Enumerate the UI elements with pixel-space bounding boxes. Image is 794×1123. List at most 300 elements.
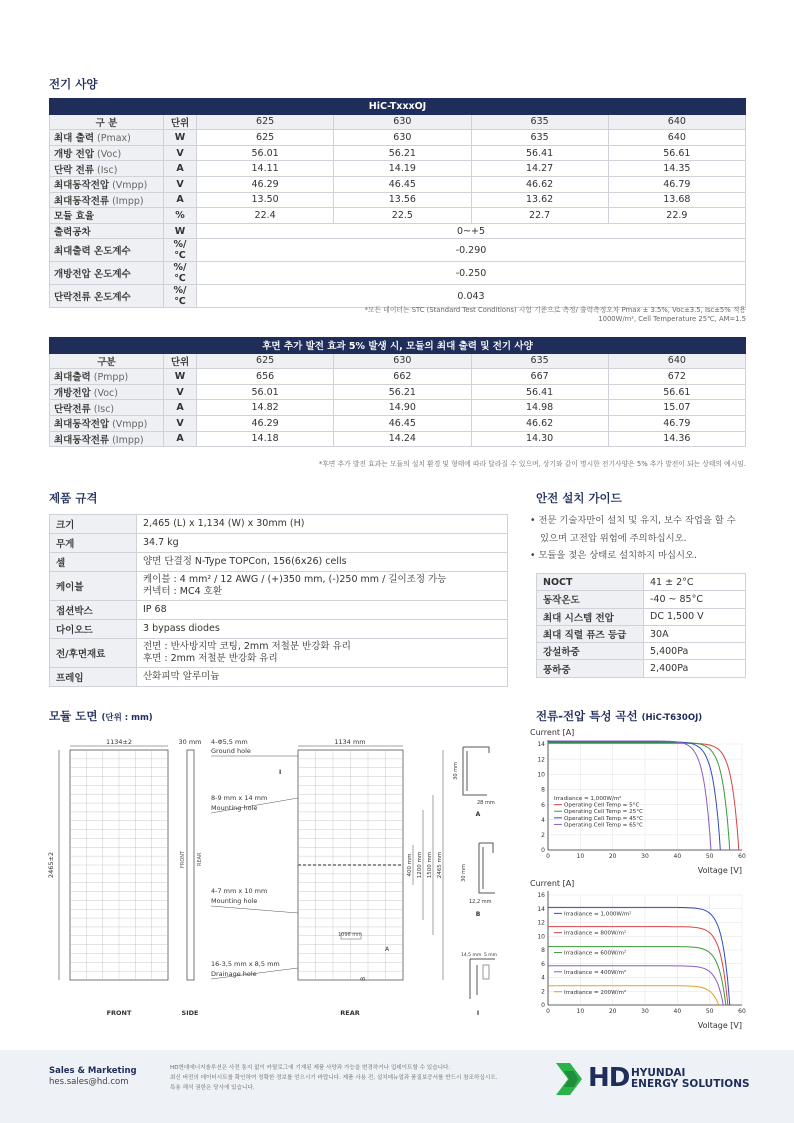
bifacial-cell: 656	[197, 369, 334, 385]
elec-cell: 46.79	[608, 176, 745, 192]
bifacial-power-635: 635	[471, 353, 608, 369]
bifacial-cell: 46.45	[334, 415, 471, 431]
elec-row	[50, 285, 746, 308]
bifacial-header: 후면 추가 발전 효과 5% 발생 시, 모듈의 최대 출력 및 전기 사양	[50, 338, 746, 354]
dim-1500: 1500 mm	[427, 851, 433, 879]
footer-disclaimer-2: 최신 버전의 데이터시트를 확인하여 정확한 정보를 얻으시기 바랍니다. 제품 사용 전, 설치매뉴얼과 품질보증서를 반드시 참조하십시오.	[170, 1074, 498, 1081]
safety-row-label: NOCT	[537, 574, 644, 591]
product-spec-table	[49, 514, 508, 687]
elec-row	[50, 262, 746, 285]
safety-guide-text-1: 전문 기술자만이 설치 및 유지, 보수 작업을 할 수	[538, 515, 736, 526]
bifacial-row-symbol: (Isc)	[90, 403, 115, 415]
elec-cell: 625	[197, 130, 334, 146]
dim-1200: 1200 mm	[417, 851, 423, 879]
legend-entry: Operating Cell Temp = 25°C	[564, 809, 643, 816]
product-row-label: 케이블	[50, 572, 137, 601]
y-tick-label: 4	[541, 974, 545, 982]
detail-i	[461, 952, 497, 1017]
elec-power-640: 640	[608, 114, 745, 130]
mount-hole2-label: Mounting hole	[211, 897, 258, 905]
product-row-label: 크기	[50, 515, 137, 534]
safety-title: 안전 설치 가이드	[536, 491, 622, 505]
elec-note	[200, 306, 746, 324]
y-tick-label: 14	[537, 741, 545, 749]
elec-col-label: 구 분	[50, 114, 164, 130]
elec-row-label	[50, 145, 164, 161]
elec-row	[50, 161, 746, 177]
elec-note-line1: *모든 데이터는 STC (Standard Test Conditions) 시험 기준으로 측정/ 출력측정오차 Pmax ± 3.5%, Voc±3.5, Isc±5% 적용	[364, 306, 746, 314]
elec-cell: 0~+5	[197, 223, 746, 239]
elec-row-unit: A	[164, 192, 197, 208]
elec-row-unit: A	[164, 161, 197, 177]
elec-cell: 14.27	[471, 161, 608, 177]
safety-row-label: 풍하중	[537, 660, 644, 677]
safety-guide	[530, 512, 750, 565]
y-tick-label: 8	[541, 786, 545, 794]
detail-i-dim2: 5 mm	[484, 953, 498, 958]
bifacial-cell: 662	[334, 369, 471, 385]
legend-entry: Operating Cell Temp = 45°C	[564, 815, 643, 822]
bifacial-row-name: 개방전압	[54, 388, 91, 400]
hd-logo-icon	[556, 1063, 586, 1095]
legend-entry: Irradiance = 1,000W/m²	[564, 911, 632, 918]
x-axis-label: Voltage [V]	[697, 866, 742, 875]
bifacial-row-unit: A	[164, 431, 197, 447]
rear-marker-a: A	[385, 946, 390, 953]
product-value-line: 2,465 (L) x 1,134 (W) x 30mm (H)	[143, 518, 305, 530]
bifacial-spec-table	[49, 337, 746, 447]
bifacial-cell: 56.41	[471, 384, 608, 400]
elec-row-label: 최대출력 온도계수	[50, 239, 164, 262]
elec-row-symbol: (Voc)	[94, 149, 122, 161]
elec-cell: 13.62	[471, 192, 608, 208]
safety-row-label: 강설하중	[537, 643, 644, 660]
elec-row-unit: V	[164, 145, 197, 161]
legend-entry: Operating Cell Temp = 5°C	[564, 802, 640, 809]
safety-row	[537, 625, 746, 642]
elec-cell: 22.4	[197, 208, 334, 224]
drainage-size: 16-3,5 mm x 8,5 mm	[211, 960, 280, 968]
elec-cell: 14.35	[608, 161, 745, 177]
elec-row-label	[50, 208, 164, 224]
product-row-value	[137, 619, 508, 638]
bifacial-row-name: 최대동작전류	[54, 434, 110, 446]
bifacial-row	[50, 400, 746, 416]
safety-guide-item-3	[530, 547, 750, 565]
side-caption: SIDE	[181, 1009, 199, 1017]
y-tick-label: 14	[537, 905, 545, 913]
bifacial-cell: 56.01	[197, 384, 334, 400]
iv-title	[536, 708, 702, 724]
side-rear-marker: REAR	[197, 852, 203, 866]
x-tick-label: 20	[608, 853, 617, 860]
rear-view	[279, 738, 443, 1017]
elec-cell: -0.290	[197, 239, 746, 262]
elec-cell: 56.61	[608, 145, 745, 161]
bifacial-row-symbol: (Voc)	[90, 388, 118, 400]
elec-cell: 22.5	[334, 208, 471, 224]
y-tick-label: 8	[541, 947, 545, 955]
x-tick-label: 50	[705, 1008, 714, 1015]
safety-row	[537, 574, 746, 591]
drainage-label: Drainage hole	[211, 970, 257, 978]
elec-row-label: 개방전압 온도계수	[50, 262, 164, 285]
elec-row-unit: W	[164, 130, 197, 146]
elec-row	[50, 208, 746, 224]
detail-b-caption: B	[475, 911, 481, 918]
bifacial-row-label	[50, 431, 164, 447]
elec-row	[50, 176, 746, 192]
bifacial-col-label: 구분	[50, 353, 164, 369]
product-value-line: 전면 : 반사방지막 코팅, 2mm 저철분 반강화 유리	[143, 640, 351, 652]
logo-line1: HYUNDAI	[631, 1067, 686, 1079]
bifacial-cell: 56.61	[608, 384, 745, 400]
elec-cell: 22.9	[608, 208, 745, 224]
safety-row-value: 5,400Pa	[644, 643, 746, 660]
rear-marker-i: I	[279, 769, 282, 776]
elec-cell: 46.45	[334, 176, 471, 192]
safety-row	[537, 591, 746, 608]
elec-row-symbol: (Impp)	[109, 195, 144, 207]
bifacial-row-name: 최대출력	[54, 372, 91, 384]
x-tick-label: 20	[608, 1008, 617, 1015]
bifacial-row-unit: A	[164, 400, 197, 416]
product-row-label: 프레임	[50, 667, 137, 686]
bullet-icon: •	[530, 550, 536, 562]
product-row	[50, 667, 508, 686]
bifacial-cell: 14.24	[334, 431, 471, 447]
bifacial-row	[50, 369, 746, 385]
elec-power-635: 635	[471, 114, 608, 130]
bifacial-cell: 14.30	[471, 431, 608, 447]
elec-row-name: 개방 전압	[54, 149, 95, 161]
y-tick-label: 4	[541, 816, 545, 824]
elec-row	[50, 145, 746, 161]
elec-unit-label: 단위	[164, 114, 197, 130]
bifacial-cell: 14.90	[334, 400, 471, 416]
legend-entry: Irradiance = 600W/m²	[564, 950, 627, 957]
legend-entry: Operating Cell Temp = 65°C	[564, 822, 643, 829]
bifacial-cell: 15.07	[608, 400, 745, 416]
bifacial-row-name: 최대동작전압	[54, 419, 110, 431]
logo-mark-text: HD	[588, 1063, 630, 1093]
elec-spec-table	[49, 98, 746, 308]
safety-row-label: 최대 직렬 퓨즈 등급	[537, 625, 644, 642]
dim-2465: 2465 mm	[437, 851, 443, 879]
elec-row	[50, 239, 746, 262]
elec-row-label	[50, 130, 164, 146]
product-value-line: 후면 : 2mm 저철분 반강화 유리	[143, 652, 278, 664]
elec-row-unit: V	[164, 176, 197, 192]
elec-row-name: 최대동작전류	[54, 195, 110, 207]
x-tick-label: 30	[641, 853, 649, 860]
elec-cell: 13.50	[197, 192, 334, 208]
iv-chart-irradiance	[528, 878, 750, 1030]
elec-power-625: 625	[197, 114, 334, 130]
bifacial-cell: 14.98	[471, 400, 608, 416]
elec-row-label: 단락전류 온도계수	[50, 285, 164, 308]
product-title: 제품 규격	[49, 491, 98, 505]
front-width-label: 1134±2	[105, 738, 133, 746]
detail-b	[461, 843, 495, 918]
y-tick-label: 0	[541, 1002, 545, 1010]
elec-power-630: 630	[334, 114, 471, 130]
elec-note-line2: 1000W/m², Cell Temperature 25℃, AM=1.5	[598, 315, 746, 324]
bifacial-power-640: 640	[608, 353, 745, 369]
front-view	[47, 738, 168, 1017]
product-row	[50, 600, 508, 619]
mount-hole2-size: 4-7 mm x 10 mm	[211, 887, 268, 895]
x-tick-label: 50	[705, 853, 714, 860]
elec-row-name: 모듈 효율	[54, 211, 95, 223]
bifacial-cell: 46.62	[471, 415, 608, 431]
rear-inner-width: 1096 mm	[337, 932, 363, 938]
side-view	[178, 738, 203, 1017]
product-row-value	[137, 515, 508, 534]
elec-row	[50, 130, 746, 146]
bifacial-cell: 56.21	[334, 384, 471, 400]
product-value-line: 케이블 : 4 mm² / 12 AWG / (+)350 mm, (-)250 mm / 길이조정 가능	[143, 574, 447, 585]
safety-spec-table	[536, 573, 746, 678]
y-tick-label: 2	[541, 832, 545, 840]
safety-row-value: DC 1,500 V	[644, 608, 746, 625]
elec-row-unit: %/℃	[164, 262, 197, 285]
product-row-value	[137, 667, 508, 686]
x-tick-label: 40	[673, 1008, 682, 1015]
product-row-label: 다이오드	[50, 619, 137, 638]
bifacial-power-625: 625	[197, 353, 334, 369]
footer-email[interactable]: hes.sales@hd.com	[49, 1077, 129, 1087]
bifacial-row	[50, 415, 746, 431]
elec-cell: 46.29	[197, 176, 334, 192]
elec-row-name: 단락 전류	[54, 164, 95, 176]
elec-cell: 13.56	[334, 192, 471, 208]
product-row	[50, 553, 508, 572]
bifacial-cell: 46.29	[197, 415, 334, 431]
footer	[0, 1050, 794, 1123]
iv-model: (HiC-T630OJ)	[641, 713, 703, 723]
product-value-line: 양면 단결정 N-Type TOPCon, 156(6x26) cells	[143, 556, 347, 568]
bifacial-row-label	[50, 415, 164, 431]
elec-row-name: 최대 출력	[54, 133, 95, 145]
product-value-line: 34.7 kg	[143, 537, 179, 549]
elec-cell: -0.250	[197, 262, 746, 285]
x-tick-label: 10	[576, 853, 585, 860]
safety-guide-item-1	[530, 512, 750, 530]
elec-cell: 46.62	[471, 176, 608, 192]
elec-row-label: 출력공차	[50, 223, 164, 239]
rear-marker-b: B	[360, 976, 367, 981]
logo-line2: ENERGY SOLUTIONS	[631, 1078, 750, 1090]
footer-disclaimer-1: HD현대에너지솔루션은 사전 통지 없이 카탈로그에 기재된 제품 사양과 가능을 변경하거나 업데이트할 수 있습니다.	[170, 1065, 451, 1071]
elec-row-symbol: (Vmpp)	[109, 180, 148, 192]
x-tick-label: 0	[546, 1008, 550, 1015]
legend-entry: Irradiance = 800W/m²	[564, 930, 627, 937]
product-row	[50, 619, 508, 638]
bifacial-cell: 46.79	[608, 415, 745, 431]
footer-disclaimer-3: 특용 해석 권한은 당사에 있습니다.	[170, 1084, 255, 1091]
safety-row-label: 최대 시스템 전압	[537, 608, 644, 625]
bifacial-row-name: 단락전류	[54, 403, 91, 415]
detail-a-height: 30 mm	[453, 762, 459, 780]
detail-a-caption: A	[475, 811, 481, 818]
dim-400: 400 mm	[407, 853, 413, 877]
bifacial-unit-label: 단위	[164, 353, 197, 369]
elec-cell: 630	[334, 130, 471, 146]
elec-cell: 56.21	[334, 145, 471, 161]
safety-guide-text-3: 모듈을 젖은 상태로 설치하지 마십시오.	[538, 550, 697, 562]
product-value-line: 커넥터 : MC4 호환	[143, 585, 223, 597]
elec-row-label	[50, 161, 164, 177]
front-caption: FRONT	[106, 1009, 132, 1017]
product-row-label: 전/후면재료	[50, 638, 137, 667]
ground-hole-size: 4-Φ5,5 mm	[211, 738, 248, 746]
elec-row	[50, 223, 746, 239]
bifacial-cell: 14.18	[197, 431, 334, 447]
legend-entry: Irradiance = 400W/m²	[564, 969, 627, 976]
elec-model-header: HiC-TxxxOJ	[50, 99, 746, 115]
elec-cell: 0.043	[197, 285, 746, 308]
front-height-label: 2465±2	[47, 851, 55, 879]
elec-row-label	[50, 176, 164, 192]
detail-b-height: 30 mm	[461, 864, 467, 882]
elec-cell: 56.41	[471, 145, 608, 161]
elec-cell: 13.68	[608, 192, 745, 208]
safety-row-label: 동작온도	[537, 591, 644, 608]
elec-row-unit: %	[164, 208, 197, 224]
drawing-title	[49, 708, 153, 724]
y-tick-label: 6	[541, 960, 545, 968]
product-row-value	[137, 553, 508, 572]
x-tick-label: 40	[673, 853, 682, 860]
y-tick-label: 12	[537, 756, 545, 764]
footer-disclaimer	[170, 1064, 530, 1093]
x-tick-label: 0	[546, 853, 550, 860]
x-tick-label: 10	[576, 1008, 585, 1015]
safety-row	[537, 608, 746, 625]
elec-cell: 14.19	[334, 161, 471, 177]
elec-row-symbol: (Isc)	[94, 164, 118, 176]
drawing-title-text: 모듈 도면	[49, 709, 98, 723]
elec-row-unit: %/℃	[164, 239, 197, 262]
product-row-label: 무게	[50, 534, 137, 553]
elec-cell: 22.7	[471, 208, 608, 224]
side-front-marker: FRONT	[180, 850, 186, 868]
y-tick-label: 10	[537, 771, 545, 779]
y-tick-label: 0	[541, 847, 545, 855]
safety-row	[537, 660, 746, 677]
detail-b-width: 12,2 mm	[469, 899, 492, 905]
elec-cell: 14.11	[197, 161, 334, 177]
drawing-unit: (단위 : mm)	[101, 713, 153, 723]
bifacial-power-630: 630	[334, 353, 471, 369]
rear-caption: REAR	[340, 1009, 360, 1017]
product-row-value	[137, 600, 508, 619]
elec-cell: 635	[471, 130, 608, 146]
safety-row-value: 2,400Pa	[644, 660, 746, 677]
bifacial-row-unit: V	[164, 384, 197, 400]
product-value-line: 3 bypass diodes	[143, 622, 220, 634]
bifacial-row-symbol: (Vmpp)	[109, 419, 148, 431]
elec-row-unit: W	[164, 223, 197, 239]
elec-row-name: 최대동작전압	[54, 180, 110, 192]
elec-row-unit: %/℃	[164, 285, 197, 308]
safety-row	[537, 643, 746, 660]
bullet-icon: •	[530, 515, 536, 526]
product-row	[50, 572, 508, 601]
product-row-value	[137, 638, 508, 667]
x-tick-label: 60	[738, 853, 746, 860]
side-depth-label: 30 mm	[178, 738, 202, 746]
product-row	[50, 638, 508, 667]
bifacial-row-label	[50, 400, 164, 416]
product-row-value	[137, 572, 508, 601]
safety-guide-text-2: 있으며 고전압 위험에 주의하십시오.	[540, 532, 687, 544]
bifacial-row-unit: W	[164, 369, 197, 385]
bifacial-row-symbol: (Pmpp)	[90, 372, 129, 384]
product-value-line: IP 68	[143, 603, 167, 615]
bifacial-cell: 14.36	[608, 431, 745, 447]
y-axis-label: Current [A]	[530, 879, 575, 888]
safety-row-value: 30A	[644, 625, 746, 642]
y-tick-label: 12	[537, 919, 545, 927]
detail-i-dim1: 14,5 mm	[461, 953, 482, 958]
elec-row-symbol: (Pmax)	[94, 133, 131, 145]
product-row-label: 접션박스	[50, 600, 137, 619]
iv-chart-temperature	[528, 727, 750, 875]
y-tick-label: 10	[537, 933, 545, 941]
y-tick-label: 2	[541, 988, 545, 996]
safety-row-value: 41 ± 2°C	[644, 574, 746, 591]
y-axis-label: Current [A]	[530, 728, 575, 737]
elec-row-label	[50, 192, 164, 208]
rear-width-label: 1134 mm	[334, 738, 366, 746]
bifacial-cell: 14.82	[197, 400, 334, 416]
footer-contact-title: Sales & Marketing	[49, 1066, 137, 1076]
bifacial-row	[50, 431, 746, 447]
legend-title: Irradiance = 1,000W/m²	[554, 796, 622, 803]
logo-text	[631, 1068, 750, 1090]
x-tick-label: 30	[641, 1008, 649, 1015]
product-row	[50, 534, 508, 553]
hole-callouts	[211, 738, 298, 979]
bifacial-row-symbol: (Impp)	[109, 434, 144, 446]
bifacial-cell: 672	[608, 369, 745, 385]
ground-hole-label: Ground hole	[211, 747, 251, 755]
y-tick-label: 16	[537, 892, 545, 900]
bifacial-row	[50, 384, 746, 400]
product-row-label: 셀	[50, 553, 137, 572]
bifacial-row-unit: V	[164, 415, 197, 431]
product-row-value	[137, 534, 508, 553]
elec-cell: 640	[608, 130, 745, 146]
legend-entry: Irradiance = 200W/m²	[564, 989, 627, 996]
mount-hole1-size: 8-9 mm x 14 mm	[211, 794, 268, 802]
detail-a-width: 28 mm	[477, 800, 495, 806]
bifacial-cell: 667	[471, 369, 608, 385]
detail-i-caption: I	[476, 1010, 480, 1017]
product-value-line: 산화피막 알루미늄	[143, 670, 220, 682]
y-tick-label: 6	[541, 801, 545, 809]
mount-hole1-label: Mounting hole	[211, 804, 258, 812]
bifacial-row-label	[50, 384, 164, 400]
detail-a	[453, 747, 495, 818]
product-row	[50, 515, 508, 534]
elec-row	[50, 192, 746, 208]
elec-cell: 56.01	[197, 145, 334, 161]
elec-title: 전기 사양	[49, 77, 98, 91]
safety-row-value: -40 ~ 85°C	[644, 591, 746, 608]
